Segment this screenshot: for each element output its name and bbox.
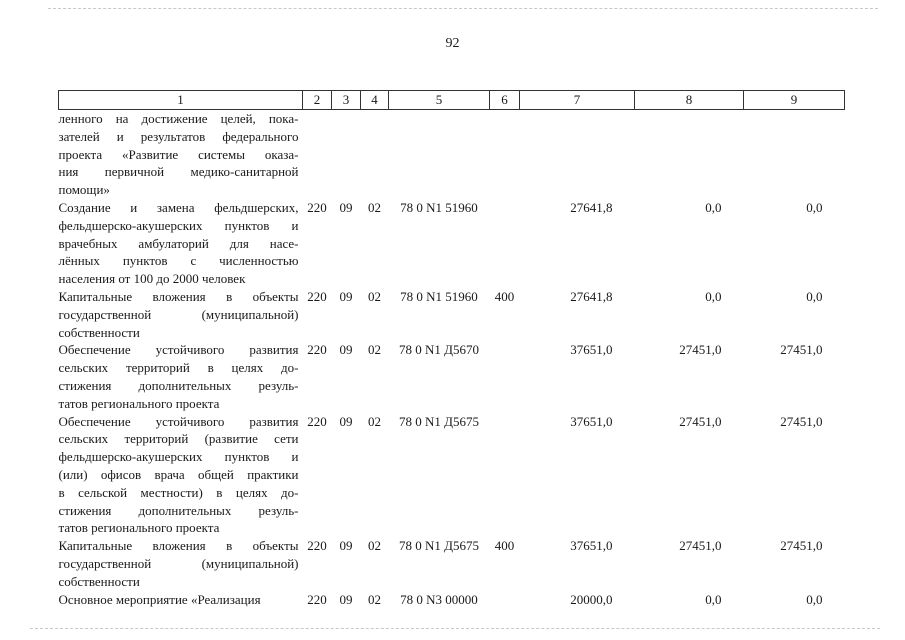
section-code-value: 220 — [307, 591, 327, 607]
page-number: 92 — [445, 36, 460, 51]
section-code-cell — [303, 591, 332, 609]
top-scan-edge — [48, 8, 878, 9]
subsection-code-value: 02 — [368, 342, 381, 358]
expense-type-cell — [490, 110, 520, 199]
target-article-value: 78 0 N1 Д5675 — [398, 413, 479, 429]
item-name-cell — [59, 288, 303, 341]
subsection-code-cell — [361, 199, 389, 288]
target-article-cell — [389, 341, 490, 412]
budget-table — [58, 90, 845, 608]
bottom-scan-edge — [30, 628, 880, 629]
amount-col7-value: 37651,0 — [570, 538, 613, 554]
amount-col9-value: 27451,0 — [780, 413, 823, 429]
expense-type-cell — [490, 537, 520, 590]
chapter-code-value: 09 — [339, 199, 353, 215]
header-cell: 5 — [389, 91, 490, 110]
expense-type-cell — [490, 199, 520, 288]
subsection-code-value: 02 — [368, 413, 381, 429]
item-name-line: помощи» — [58, 182, 110, 198]
item-name-line: государственной (муниципальной) — [58, 555, 299, 571]
section-code-cell — [303, 199, 332, 288]
item-name-line: зателей и результатов федерального — [58, 128, 299, 144]
target-article-cell — [389, 591, 490, 609]
target-article-value: 78 0 N1 51960 — [400, 199, 478, 215]
amount-col7-cell — [520, 537, 635, 590]
header-cell: 1 — [59, 91, 303, 110]
target-article-cell — [389, 537, 490, 590]
item-name-line: татов регионального проекта — [58, 395, 220, 411]
header-cell: 9 — [744, 91, 845, 110]
amount-col7-cell — [520, 110, 635, 199]
amount-col7-value: 27641,8 — [570, 199, 613, 215]
item-name-cell — [59, 413, 303, 538]
item-name-line: проекта «Развитие системы оказа- — [58, 146, 299, 162]
chapter-code-cell — [332, 537, 361, 590]
header-cell: 3 — [332, 91, 361, 110]
expense-type-value: 400 — [494, 288, 515, 304]
target-article-value: 78 0 N1 Д5675 — [398, 538, 479, 554]
chapter-code-value: 09 — [339, 538, 353, 554]
subsection-code-value: 02 — [368, 288, 381, 304]
amount-col7-value: 37651,0 — [570, 342, 613, 358]
item-name-line: стижения дополнительных резуль- — [58, 377, 299, 393]
item-name-line: населения от 100 до 2000 человек — [58, 271, 246, 287]
amount-col8-value: 0,0 — [705, 288, 722, 304]
item-name-line: собственности — [58, 573, 140, 589]
amount-col8-value: 0,0 — [705, 199, 722, 215]
chapter-code-cell — [332, 591, 361, 609]
amount-col9-value: 0,0 — [806, 288, 823, 304]
item-name-line: фельдшерско-акушерских пунктов и — [58, 449, 299, 465]
section-code-value: 220 — [307, 199, 327, 215]
item-name-line: Обеспечение устойчивого развития — [58, 342, 299, 358]
header-cell: 6 — [490, 91, 520, 110]
subsection-code-cell — [361, 288, 389, 341]
item-name-cell — [59, 199, 303, 288]
target-article-value: 78 0 N1 Д5670 — [398, 342, 479, 358]
chapter-code-cell — [332, 199, 361, 288]
amount-col9-value: 0,0 — [806, 199, 823, 215]
item-name-line: собственности — [58, 324, 140, 340]
amount-col8-cell — [635, 110, 744, 199]
item-name-cell — [59, 341, 303, 412]
table-row — [59, 341, 845, 412]
section-code-cell — [303, 288, 332, 341]
table-row — [59, 199, 845, 288]
header-cell: 2 — [303, 91, 332, 110]
amount-col7-value: 20000,0 — [570, 591, 613, 607]
table-row — [59, 110, 845, 199]
subsection-code-value: 02 — [368, 199, 381, 215]
amount-col7-cell — [520, 413, 635, 538]
item-name-line: Создание и замена фельдшерских, — [58, 199, 299, 215]
expense-type-cell — [490, 341, 520, 412]
subsection-code-value: 02 — [368, 591, 381, 607]
amount-col7-value: 37651,0 — [570, 413, 613, 429]
item-name-line: врачебных амбулаторий для насе- — [58, 235, 299, 251]
section-code-value: 220 — [307, 538, 327, 554]
item-name-line: фельдшерско-акушерских пунктов и — [58, 217, 299, 233]
chapter-code-value: 09 — [339, 342, 353, 358]
amount-col9-value: 27451,0 — [780, 342, 823, 358]
amount-col8-cell — [635, 341, 744, 412]
amount-col7-cell — [520, 341, 635, 412]
subsection-code-value: 02 — [368, 538, 381, 554]
amount-col7-cell — [520, 288, 635, 341]
amount-col9-cell — [744, 413, 845, 538]
target-article-value: 78 0 N3 00000 — [400, 591, 478, 607]
section-code-cell — [303, 110, 332, 199]
item-name-line: государственной (муниципальной) — [58, 306, 299, 322]
subsection-code-cell — [361, 110, 389, 199]
table-row — [59, 537, 845, 590]
chapter-code-value: 09 — [339, 288, 353, 304]
item-name-line: (или) офисов врача общей практики — [58, 466, 299, 482]
item-name-line: сельских территорий (развитие сети — [58, 431, 299, 447]
item-name-cell — [59, 591, 303, 609]
amount-col9-cell — [744, 591, 845, 609]
amount-col8-cell — [635, 537, 744, 590]
section-code-value: 220 — [307, 413, 327, 429]
table-body — [59, 110, 845, 609]
header-cell: 4 — [361, 91, 389, 110]
item-name-line: Капитальные вложения в объекты — [58, 288, 299, 304]
amount-col9-cell — [744, 199, 845, 288]
item-name-line: в сельской местности) в целях до- — [58, 484, 299, 500]
item-name-line: сельских территорий в целях до- — [58, 360, 299, 376]
item-name-cell — [59, 110, 303, 199]
item-name-cell — [59, 537, 303, 590]
chapter-code-cell — [332, 341, 361, 412]
target-article-cell — [389, 288, 490, 341]
header-cell: 7 — [520, 91, 635, 110]
table-row — [59, 288, 845, 341]
item-name-line: ленного на достижение целей, пока- — [58, 111, 299, 126]
chapter-code-value: 09 — [339, 413, 353, 429]
chapter-code-cell — [332, 288, 361, 341]
section-code-cell — [303, 537, 332, 590]
amount-col7-value: 27641,8 — [570, 288, 613, 304]
expense-type-cell — [490, 591, 520, 609]
expense-type-cell — [490, 413, 520, 538]
table-row — [59, 591, 845, 609]
amount-col9-cell — [744, 288, 845, 341]
item-name-line: ния первичной медико-санитарной — [58, 164, 299, 180]
amount-col9-value: 27451,0 — [780, 538, 823, 554]
amount-col7-cell — [520, 591, 635, 609]
section-code-value: 220 — [307, 288, 327, 304]
chapter-code-cell — [332, 110, 361, 199]
item-name-line: Капитальные вложения в объекты — [58, 538, 299, 554]
section-code-cell — [303, 341, 332, 412]
expense-type-value: 400 — [494, 538, 515, 554]
chapter-code-value: 09 — [339, 591, 353, 607]
amount-col9-value: 0,0 — [806, 591, 823, 607]
subsection-code-cell — [361, 341, 389, 412]
subsection-code-cell — [361, 537, 389, 590]
item-name-line: Обеспечение устойчивого развития — [58, 413, 299, 429]
amount-col7-cell — [520, 199, 635, 288]
item-name-line: Основное мероприятие «Реализация — [58, 591, 261, 607]
item-name-line: лённых пунктов с численностью — [58, 253, 299, 269]
amount-col8-cell — [635, 591, 744, 609]
table-header-row — [59, 91, 845, 110]
amount-col8-cell — [635, 413, 744, 538]
table-row — [59, 413, 845, 538]
item-name-line: татов регионального проекта — [58, 520, 220, 536]
subsection-code-cell — [361, 591, 389, 609]
amount-col9-cell — [744, 341, 845, 412]
item-name-line: стижения дополнительных резуль- — [58, 502, 299, 518]
amount-col9-cell — [744, 110, 845, 199]
section-code-value: 220 — [307, 342, 327, 358]
header-cell: 8 — [635, 91, 744, 110]
target-article-value: 78 0 N1 51960 — [400, 288, 478, 304]
subsection-code-cell — [361, 413, 389, 538]
section-code-cell — [303, 413, 332, 538]
amount-col8-cell — [635, 288, 744, 341]
target-article-cell — [389, 110, 490, 199]
amount-col9-cell — [744, 537, 845, 590]
expense-type-cell — [490, 288, 520, 341]
amount-col8-value: 27451,0 — [679, 538, 722, 554]
target-article-cell — [389, 199, 490, 288]
amount-col8-value: 27451,0 — [679, 342, 722, 358]
chapter-code-cell — [332, 413, 361, 538]
amount-col8-cell — [635, 199, 744, 288]
amount-col8-value: 27451,0 — [679, 413, 722, 429]
target-article-cell — [389, 413, 490, 538]
amount-col8-value: 0,0 — [705, 591, 722, 607]
